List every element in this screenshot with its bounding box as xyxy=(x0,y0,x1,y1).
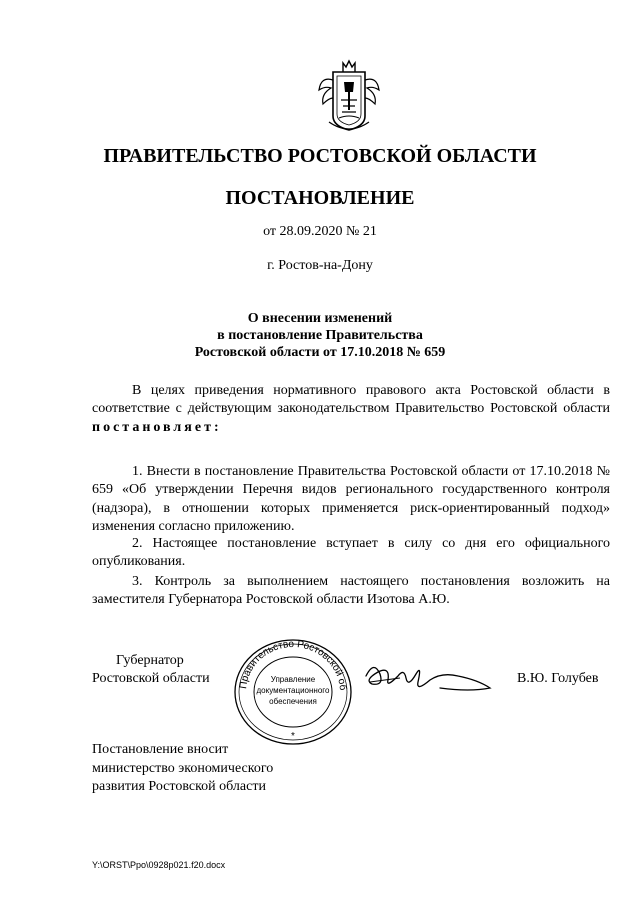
city: г. Ростов-на-Дону xyxy=(267,258,373,273)
submitted-line-3: развития Ростовской области xyxy=(92,779,266,794)
government-title: ПРАВИТЕЛЬСТВО РОСТОВСКОЙ ОБЛАСТИ xyxy=(103,145,537,167)
seal-inner-line-3: обеспечения xyxy=(269,697,317,706)
preamble-paragraph xyxy=(92,382,610,437)
file-path: Y:\ORST\Ppo\0928p021.f20.docx xyxy=(92,860,226,870)
item-3-paragraph: 3. Контроль за выполнением настоящего постановления возложить на заместителя Губернатора Ростовской области Изотова А.Ю. xyxy=(92,574,610,608)
seal-outer-text: Правительство Ростовской об xyxy=(238,638,348,691)
signatory-position: Губернатор xyxy=(116,653,184,668)
subject-line-3: Ростовской области от 17.10.2018 № 659 xyxy=(194,345,446,360)
seal-inner-line-1: Управление xyxy=(270,675,316,684)
official-seal xyxy=(232,637,354,747)
handwritten-signature xyxy=(360,658,495,698)
document-type: ПОСТАНОВЛЕНИЕ xyxy=(225,187,415,209)
coat-of-arms-icon xyxy=(317,58,381,134)
seal-star: * xyxy=(291,731,295,742)
subject-line-2: в постановление Правительства xyxy=(217,328,423,343)
signatory-name: В.Ю. Голубев xyxy=(517,671,599,686)
submitted-line-1: Постановление вносит xyxy=(92,742,229,757)
seal-inner-line-2: документационного xyxy=(256,686,330,695)
submitted-line-2: министерство экономического xyxy=(92,760,274,776)
date-number: от 28.09.2020 № 21 xyxy=(263,224,377,239)
item-1-paragraph: 1. Внести в постановление Правительства Ростовской области от 17.10.2018 № 659 «Об утверждении Перечня видов регионального государственного контроля (надзора), в отношении которых применяется риск-ориентированный подход» изменения согласно приложению. xyxy=(92,464,610,534)
item-2-paragraph: 2. Настоящее постановление вступает в силу со дня его официального опубликования. xyxy=(92,536,610,570)
resolves-word: постановляет: xyxy=(92,419,222,435)
subject-line-1: О внесении изменений xyxy=(247,311,393,326)
subject-heading xyxy=(0,310,640,361)
submitted-by-block xyxy=(92,741,273,797)
preamble-text: В целях приведения нормативного правового акта Ростовской области в соответствие с действующим законодательством Правительство Ростовской области xyxy=(92,383,610,417)
signatory-region: Ростовской области xyxy=(92,671,210,686)
